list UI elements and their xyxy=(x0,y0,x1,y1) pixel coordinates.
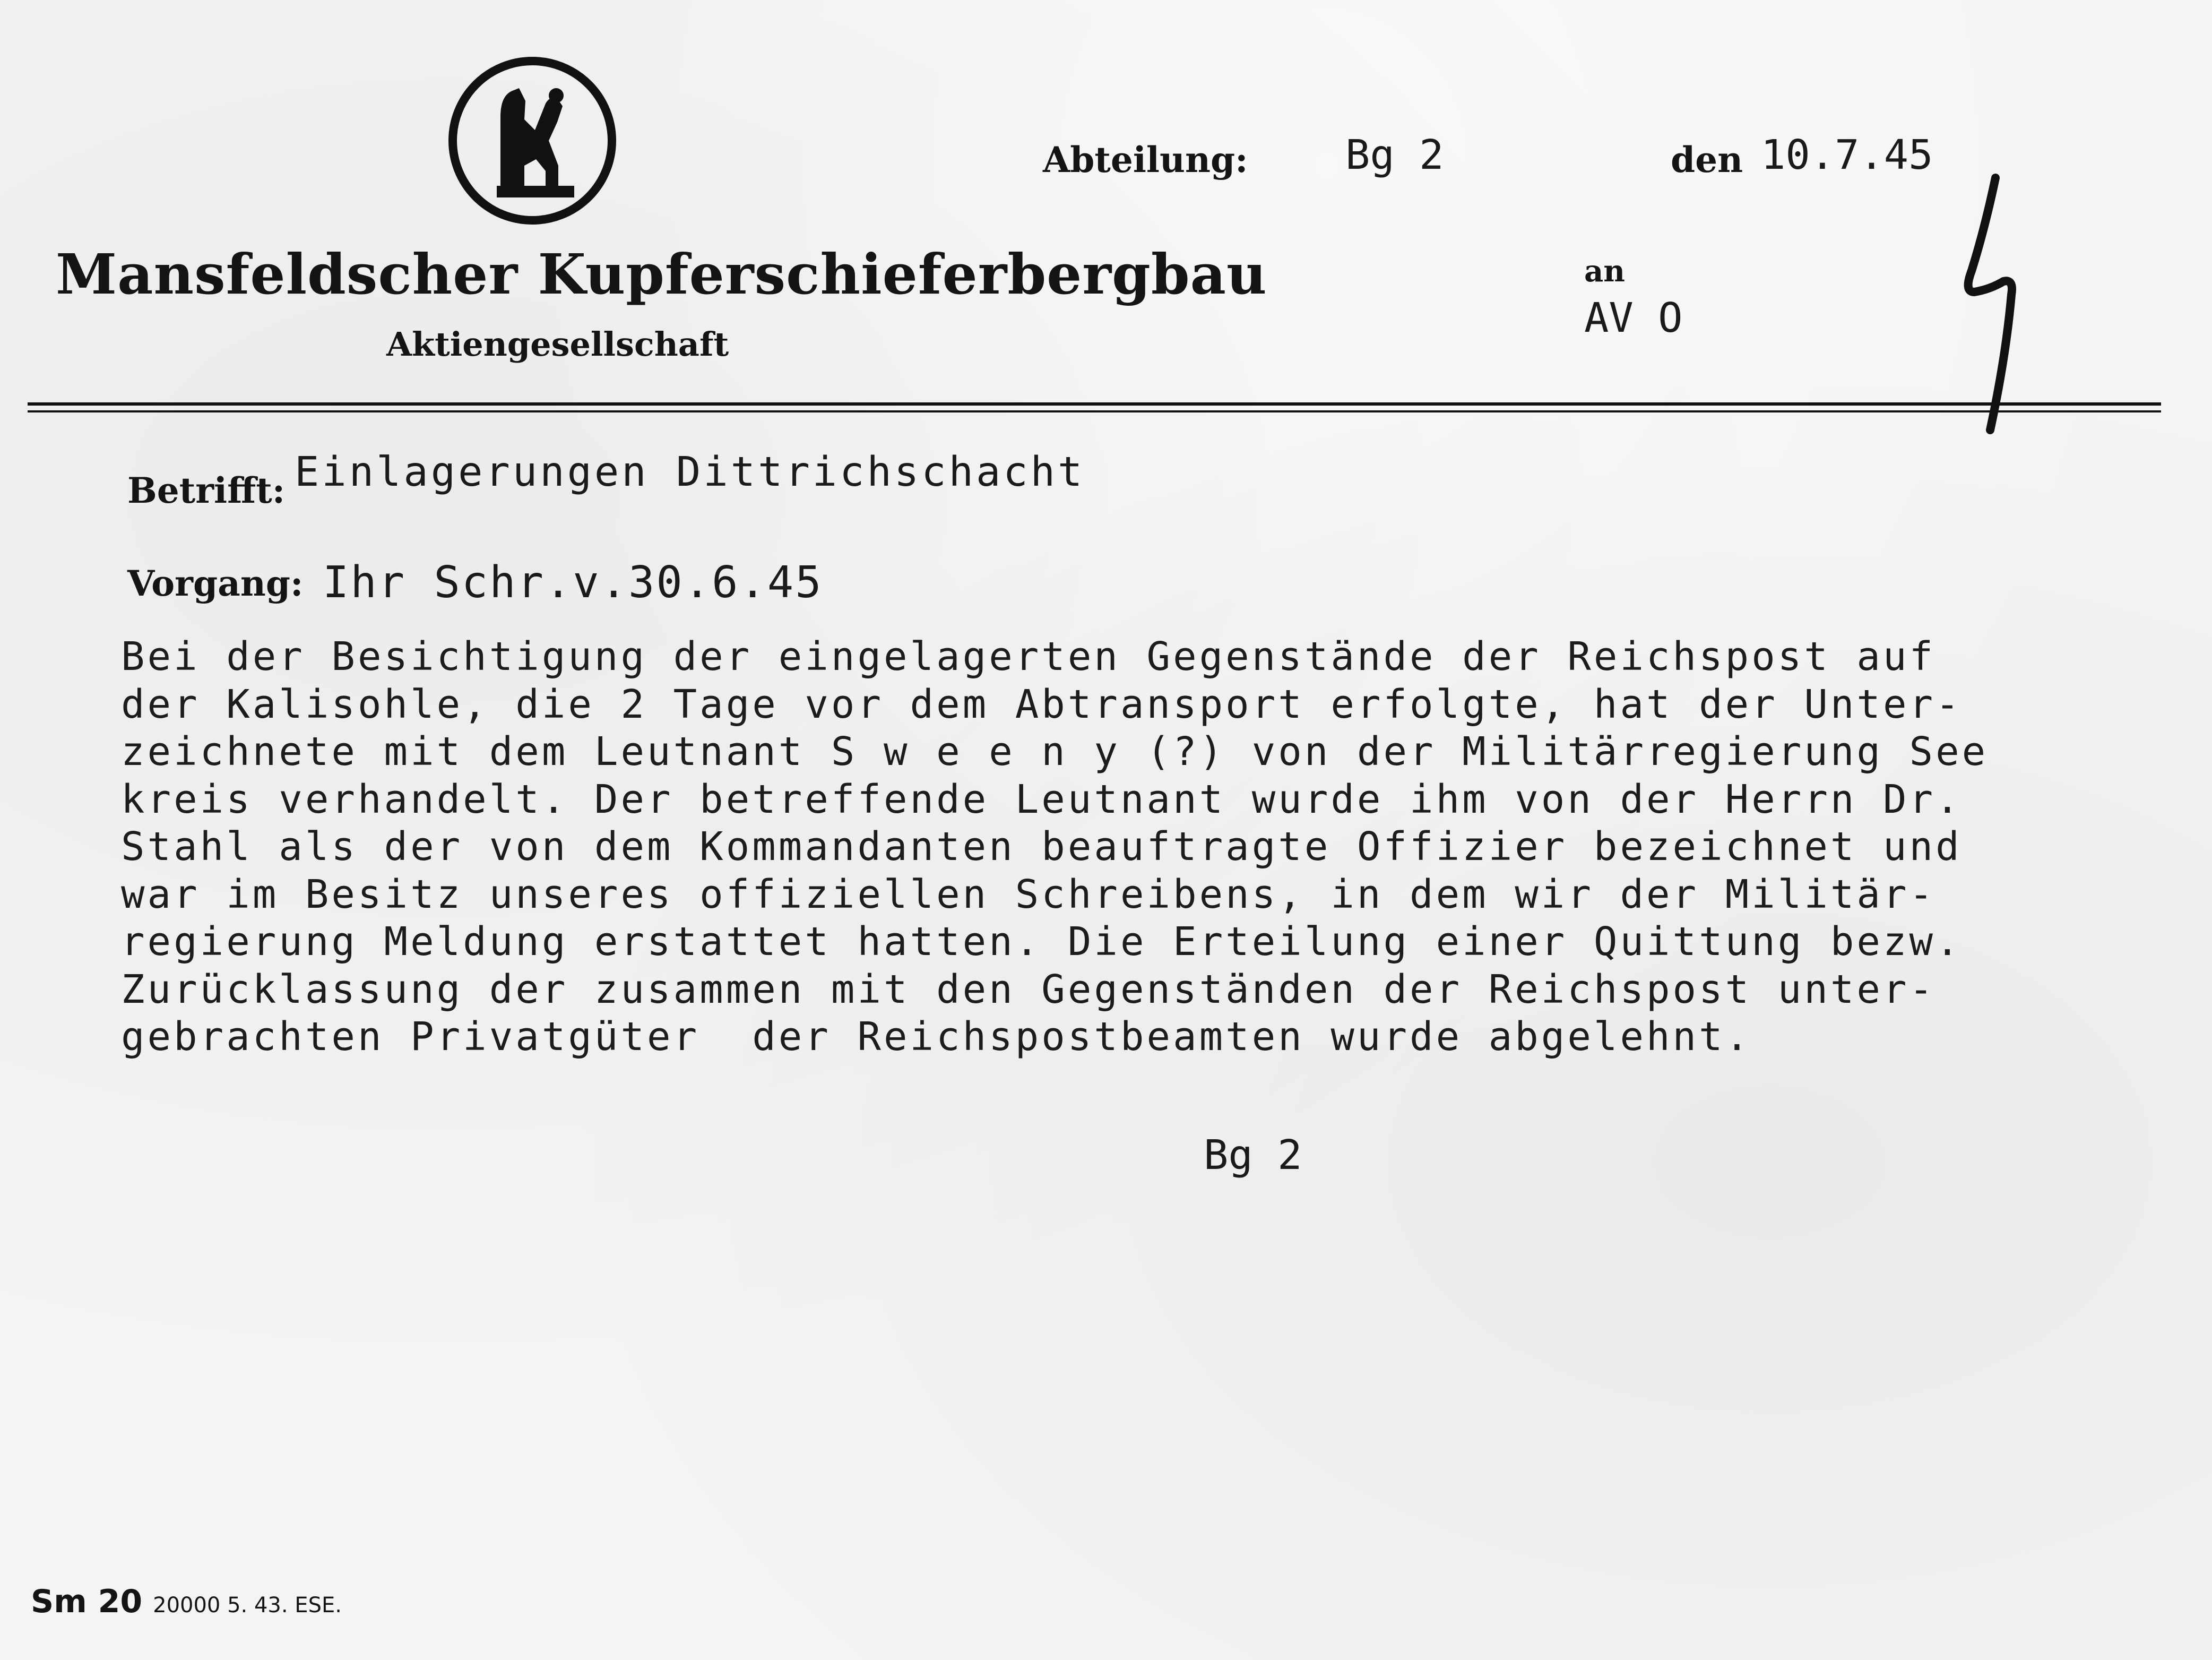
header-rule-bottom xyxy=(28,410,2161,412)
an-label: an xyxy=(1584,254,1625,289)
abteilung-value: Bg 2 xyxy=(1345,132,1444,179)
form-code xyxy=(31,1583,342,1620)
betrifft-label: Betrifft: xyxy=(127,470,286,511)
handwritten-mark xyxy=(1953,165,2033,441)
body-line: der Kalisohle, die 2 Tage vor dem Abtransport erfolgte, hat der Unter- xyxy=(121,681,1962,727)
date-label: den xyxy=(1671,139,1743,180)
body-line: Stahl als der von dem Kommandanten beauftragte Offizier bezeichnet und xyxy=(121,824,1962,870)
body-line: kreis verhandelt. Der betreffende Leutnant wurde ihm von der Herrn Dr. xyxy=(121,776,1962,822)
company-name: Mansfeldscher Kupferschieferbergbau xyxy=(56,242,1267,307)
body-line: war im Besitz unseres offiziellen Schreibens, in dem wir der Militär- xyxy=(121,871,1936,917)
abteilung-label: Abteilung: xyxy=(1043,139,1248,180)
an-value: AV O xyxy=(1584,295,1683,342)
header-rule-top xyxy=(28,402,2161,406)
betrifft-value: Einlagerungen Dittrichschacht xyxy=(295,449,1085,496)
form-number: Sm 20 xyxy=(31,1583,143,1620)
miner-emblem-icon xyxy=(445,53,620,228)
body-line: gebrachten Privatgüter der Reichspostbeamten wurde abgelehnt. xyxy=(121,1014,1752,1060)
letter-body xyxy=(121,633,2201,1061)
body-line: Bei der Besichtigung der eingelagerten Gegenstände der Reichspost auf xyxy=(121,634,1936,680)
date-value: 10.7.45 xyxy=(1761,132,1933,179)
body-line: Zurücklassung der zusammen mit den Gegenständen der Reichspost unter- xyxy=(121,966,1936,1012)
vorgang-label: Vorgang: xyxy=(127,563,304,604)
company-subtitle: Aktiengesellschaft xyxy=(386,325,729,364)
print-info: 20000 5. 43. ESE. xyxy=(153,1593,342,1618)
signature: Bg 2 xyxy=(1204,1132,1302,1179)
vorgang-value: Ihr Schr.v.30.6.45 xyxy=(323,557,823,608)
body-line: regierung Meldung erstattet hatten. Die Erteilung einer Quittung bezw. xyxy=(121,919,1962,965)
body-line: zeichnete mit dem Leutnant S w e e n y (?) von der Militärregierung See xyxy=(121,729,1989,775)
